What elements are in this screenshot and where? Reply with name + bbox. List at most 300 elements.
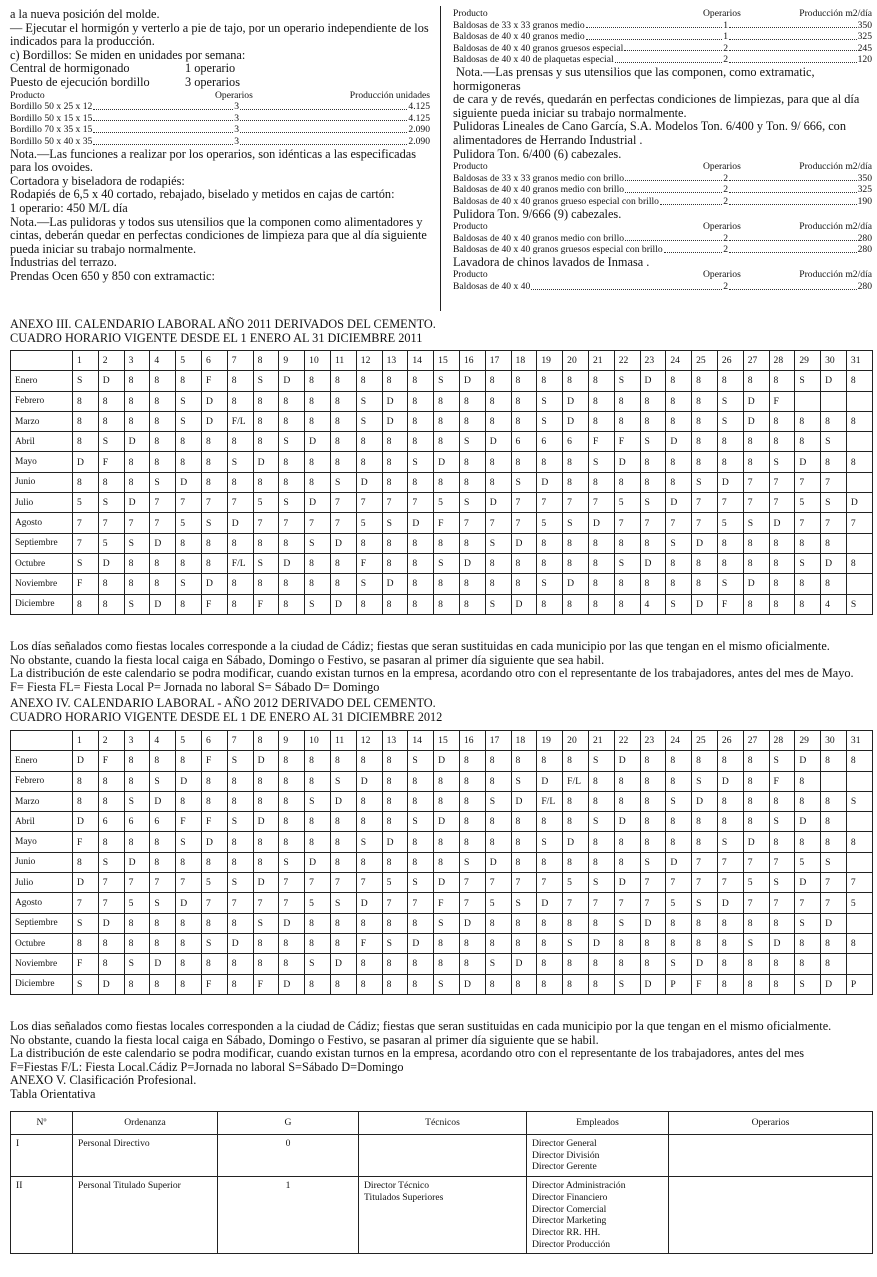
day-cell: 8 (821, 751, 847, 771)
day-cell: 8 (640, 452, 666, 472)
day-cell: D (98, 553, 124, 573)
day-cell: S (537, 391, 563, 411)
day-cell: 8 (614, 391, 640, 411)
day-cell: 7 (382, 493, 408, 513)
day-cell: 8 (253, 791, 279, 811)
day-cell: 8 (356, 452, 382, 472)
col-produccion: Producción unidades (349, 89, 430, 101)
day-cell: F (98, 452, 124, 472)
day-cell: 8 (434, 533, 460, 553)
empleados-item: Director Administración (532, 1180, 626, 1192)
day-cell: 8 (537, 913, 563, 933)
table1-header (453, 8, 872, 20)
day-cell: 8 (408, 852, 434, 872)
produccion-value: 280 (857, 232, 872, 244)
day-cell: 8 (485, 771, 511, 791)
day-cell: 8 (227, 533, 253, 553)
day-header: 1 (73, 351, 99, 371)
day-cell: 8 (692, 832, 718, 852)
product-name: Baldosas de 33 x 33 granos medio con brillo (453, 172, 625, 184)
day-cell: 7 (150, 873, 176, 893)
operarios-value: 2 (723, 184, 728, 196)
day-cell: 8 (279, 791, 305, 811)
day-cell: 8 (356, 594, 382, 614)
day-cell: 8 (124, 974, 150, 994)
month-name: Mayo (11, 832, 73, 852)
day-cell (846, 771, 872, 791)
day-cell: F (253, 974, 279, 994)
day-cell: 5 (795, 852, 821, 872)
day-cell: 8 (330, 432, 356, 452)
product-right (728, 196, 872, 208)
day-cell: 8 (176, 751, 202, 771)
month-row (11, 893, 873, 913)
day-cell: D (305, 432, 331, 452)
day-header: 16 (459, 731, 485, 751)
dot-leader (586, 39, 723, 40)
day-cell: S (769, 751, 795, 771)
day-cell: 8 (588, 771, 614, 791)
day-cell: 8 (227, 574, 253, 594)
day-cell: 8 (73, 391, 99, 411)
col-operarios: Operarios (215, 89, 253, 101)
day-cell: 6 (124, 812, 150, 832)
day-cell: S (253, 913, 279, 933)
operarios-value: 2 (723, 42, 728, 54)
day-cell: 7 (821, 893, 847, 913)
day-cell: 8 (227, 852, 253, 872)
day-cell: D (408, 513, 434, 533)
day-cell: 8 (717, 954, 743, 974)
day-cell: D (98, 913, 124, 933)
day-cell (846, 913, 872, 933)
day-cell: 8 (795, 432, 821, 452)
text-line: cintas, deberán quedar en perfectas condiciones de limpieza para que al día siguiente (10, 228, 427, 243)
dot-leader (729, 62, 857, 63)
day-cell: 8 (640, 472, 666, 492)
dot-leader (93, 132, 233, 133)
day-cell: 7 (485, 513, 511, 533)
day-cell: 8 (743, 913, 769, 933)
day-cell: S (227, 873, 253, 893)
cell-n: I (11, 1135, 73, 1177)
month-row (11, 873, 873, 893)
day-cell: D (743, 832, 769, 852)
day-cell: 8 (846, 751, 872, 771)
month-row (11, 812, 873, 832)
produccion-value: 325 (857, 31, 872, 43)
day-cell: 8 (73, 852, 99, 872)
day-cell: S (485, 533, 511, 553)
day-cell: 7 (692, 873, 718, 893)
day-cell: S (588, 751, 614, 771)
day-header: 22 (614, 731, 640, 751)
day-cell: D (253, 873, 279, 893)
day-cell: 8 (201, 533, 227, 553)
empleados-item: Director Marketing (532, 1215, 607, 1227)
day-cell: 8 (795, 533, 821, 553)
day-cell: 8 (382, 974, 408, 994)
day-header: 20 (563, 731, 589, 751)
day-cell: S (717, 574, 743, 594)
day-cell: 7 (330, 493, 356, 513)
dot-leader (664, 252, 723, 253)
day-cell: S (356, 832, 382, 852)
empleados-item: Director Financiero (532, 1191, 608, 1203)
day-cell: 5 (485, 893, 511, 913)
day-cell: D (821, 913, 847, 933)
day-cell: 8 (459, 954, 485, 974)
day-header: 30 (821, 351, 847, 371)
day-cell: 8 (176, 913, 202, 933)
empleados-item: Director RR. HH. (532, 1226, 601, 1238)
day-cell: 8 (485, 452, 511, 472)
col-operarios: Operarios (703, 8, 741, 19)
day-cell: D (717, 893, 743, 913)
text-line: alimentadores de Herrando Industrial . (453, 132, 643, 147)
col-producto: Producto (10, 89, 45, 101)
day-cell: D (563, 832, 589, 852)
day-cell: 8 (743, 771, 769, 791)
day-cell: 8 (485, 913, 511, 933)
day-cell: 8 (382, 472, 408, 492)
day-cell: 8 (743, 371, 769, 391)
day-cell: 8 (640, 954, 666, 974)
day-cell: 8 (253, 933, 279, 953)
day-cell: 8 (73, 933, 99, 953)
day-cell: 7 (795, 513, 821, 533)
month-name: Enero (11, 371, 73, 391)
day-cell: D (227, 933, 253, 953)
day-cell: S (124, 791, 150, 811)
day-cell: D (563, 574, 589, 594)
day-cell: S (382, 513, 408, 533)
day-cell: 8 (382, 751, 408, 771)
day-cell: D (537, 893, 563, 913)
day-cell: S (305, 791, 331, 811)
day-cell (846, 472, 872, 492)
product-left (10, 136, 239, 148)
col-g: G (218, 1112, 359, 1135)
day-cell: 8 (253, 832, 279, 852)
day-cell: 8 (640, 812, 666, 832)
day-cell: S (537, 411, 563, 431)
day-cell: 5 (124, 893, 150, 913)
day-cell: 8 (176, 452, 202, 472)
day-cell: 7 (124, 513, 150, 533)
month-row (11, 832, 873, 852)
day-cell: 7 (588, 893, 614, 913)
day-cell: D (176, 472, 202, 492)
day-cell: 8 (692, 553, 718, 573)
day-cell: D (795, 452, 821, 472)
day-cell: D (666, 493, 692, 513)
day-cell: 8 (330, 974, 356, 994)
day-cell: 8 (124, 472, 150, 492)
day-cell: 8 (666, 771, 692, 791)
product-right (239, 136, 430, 148)
day-cell: 8 (356, 812, 382, 832)
day-cell: 8 (666, 472, 692, 492)
text-line: Cortadora y biseladora de rodapiés: (10, 173, 185, 188)
text-line: para los ovoides. (10, 160, 93, 175)
day-cell: 7 (253, 893, 279, 913)
day-cell: S (743, 933, 769, 953)
day-cell: D (356, 771, 382, 791)
day-cell: 8 (356, 913, 382, 933)
day-cell: 8 (356, 974, 382, 994)
day-cell: D (511, 954, 537, 974)
day-header: 23 (640, 351, 666, 371)
day-cell: D (73, 812, 99, 832)
day-cell: 8 (253, 954, 279, 974)
day-cell: 7 (511, 493, 537, 513)
day-cell: F (201, 974, 227, 994)
day-cell: S (176, 832, 202, 852)
day-cell: D (563, 391, 589, 411)
day-cell: 8 (434, 432, 460, 452)
day-cell: S (73, 974, 99, 994)
product-row-wrap (10, 113, 430, 125)
produccion-value: 2.090 (408, 135, 430, 147)
table3-header (453, 221, 872, 233)
day-cell: 8 (305, 452, 331, 472)
day-cell: 8 (614, 594, 640, 614)
calendar-2011 (10, 350, 873, 615)
dot-leader (615, 62, 723, 63)
day-cell: D (124, 432, 150, 452)
day-cell: 6 (511, 432, 537, 452)
day-cell: 8 (666, 452, 692, 472)
day-cell: 8 (176, 594, 202, 614)
day-header: 12 (356, 351, 382, 371)
day-header: 10 (305, 351, 331, 371)
day-cell: 7 (563, 493, 589, 513)
day-cell: D (330, 954, 356, 974)
day-cell: 8 (434, 771, 460, 791)
day-cell: 6 (563, 432, 589, 452)
day-cell: 8 (305, 411, 331, 431)
day-cell: D (640, 371, 666, 391)
day-cell: 8 (201, 432, 227, 452)
day-cell: S (434, 913, 460, 933)
day-cell: 8 (176, 974, 202, 994)
day-cell: D (279, 371, 305, 391)
day-cell: S (666, 954, 692, 974)
day-cell: S (717, 411, 743, 431)
day-cell: S (769, 873, 795, 893)
day-cell: S (846, 791, 872, 811)
day-cell: 7 (73, 533, 99, 553)
day-cell: 8 (150, 913, 176, 933)
text-line: Industrias del terrazo. (10, 255, 117, 270)
day-header: 13 (382, 731, 408, 751)
month-row (11, 913, 873, 933)
day-cell: 8 (382, 771, 408, 791)
day-cell: D (614, 751, 640, 771)
text-line: Nota.—Las prensas y sus utensilios que las componen, como extramatic, hormigoneras (453, 64, 815, 93)
day-cell: 8 (717, 791, 743, 811)
day-cell: 5 (382, 873, 408, 893)
day-cell: D (434, 812, 460, 832)
day-cell: 8 (588, 553, 614, 573)
note-line: Los dias señalados como fiestas locales corresponden a la ciudad de Cádiz; fiestas que seran sustituidas en cada municipio por la que tengan en el mismo oficialmente. (10, 1019, 832, 1033)
day-cell: 8 (356, 954, 382, 974)
day-cell: S (795, 371, 821, 391)
dot-leader (660, 204, 722, 205)
day-cell: 8 (666, 553, 692, 573)
day-cell: 8 (511, 751, 537, 771)
day-cell: 8 (382, 913, 408, 933)
day-cell: 8 (279, 832, 305, 852)
day-cell: S (614, 913, 640, 933)
day-cell: D (279, 974, 305, 994)
day-cell: D (227, 513, 253, 533)
day-header: 4 (150, 351, 176, 371)
day-cell: S (588, 873, 614, 893)
day-cell: 8 (743, 594, 769, 614)
dot-leader (586, 27, 723, 28)
operarios-value: 2 (723, 172, 728, 184)
day-cell: 8 (150, 371, 176, 391)
day-cell: 7 (98, 513, 124, 533)
day-header: 18 (511, 351, 537, 371)
text-line: 1 operario: 450 M/L día (10, 200, 128, 215)
day-cell: 8 (588, 852, 614, 872)
day-cell: 8 (795, 933, 821, 953)
col-operarios: Operarios (703, 161, 741, 173)
day-cell: 8 (614, 954, 640, 974)
day-cell: 8 (434, 852, 460, 872)
day-cell: 8 (588, 832, 614, 852)
day-cell: S (537, 832, 563, 852)
day-cell: 8 (356, 432, 382, 452)
cell-empleados (527, 1135, 669, 1177)
empleados-item: Director Producción (532, 1238, 611, 1250)
day-cell: S (563, 933, 589, 953)
text-line: Pulidoras Lineales de Cano García, S.A. Modelos Ton. 6/400 y Ton. 9/ 666, con (453, 119, 846, 134)
day-cell: 5 (176, 513, 202, 533)
day-cell: 8 (227, 974, 253, 994)
day-cell: 8 (124, 933, 150, 953)
day-cell: 5 (743, 873, 769, 893)
product-row-wrap (453, 173, 872, 185)
day-cell: 8 (253, 411, 279, 431)
day-cell: D (98, 371, 124, 391)
classification-table (10, 1111, 873, 1254)
calendar-header-row (11, 731, 873, 751)
month-name: Agosto (11, 513, 73, 533)
day-cell: 4 (640, 594, 666, 614)
produccion-value: 350 (857, 172, 872, 184)
day-cell: 7 (408, 493, 434, 513)
day-header: 28 (769, 351, 795, 371)
day-cell: 8 (408, 771, 434, 791)
day-cell: 8 (279, 771, 305, 791)
dot-leader (93, 109, 233, 110)
day-cell: D (305, 852, 331, 872)
product-right (728, 281, 872, 293)
day-cell: S (511, 771, 537, 791)
product-name: Bordillo 70 x 35 x 15 (10, 124, 93, 136)
day-cell: 8 (588, 533, 614, 553)
day-cell: 8 (253, 574, 279, 594)
day-cell: 8 (227, 791, 253, 811)
day-cell: 8 (640, 533, 666, 553)
day-cell: 7 (511, 873, 537, 893)
day-cell: S (98, 852, 124, 872)
day-cell: 6 (150, 812, 176, 832)
day-cell: D (459, 913, 485, 933)
day-cell: 8 (846, 832, 872, 852)
day-cell: 8 (769, 371, 795, 391)
product-row-wrap (453, 43, 872, 55)
day-cell: D (150, 954, 176, 974)
day-cell: 8 (227, 432, 253, 452)
day-cell: 8 (614, 852, 640, 872)
day-cell: S (279, 432, 305, 452)
day-cell: 7 (150, 513, 176, 533)
day-cell: 8 (485, 812, 511, 832)
product-left (453, 233, 728, 245)
day-cell: D (640, 913, 666, 933)
day-cell: 8 (640, 832, 666, 852)
classification-row (11, 1135, 873, 1177)
day-cell: 8 (150, 852, 176, 872)
day-cell: 8 (511, 411, 537, 431)
product-row-wrap (10, 101, 430, 113)
day-cell: 8 (743, 812, 769, 832)
day-cell: 8 (408, 594, 434, 614)
day-cell: F (717, 594, 743, 614)
day-cell: D (253, 452, 279, 472)
day-cell: 8 (124, 771, 150, 791)
staff-count: 3 operarios (185, 74, 240, 89)
day-cell: S (330, 472, 356, 492)
day-cell: 8 (305, 553, 331, 573)
cell-n: II (11, 1177, 73, 1254)
day-cell: 8 (485, 391, 511, 411)
day-cell: S (408, 812, 434, 832)
day-cell: 8 (305, 751, 331, 771)
day-cell: D (459, 974, 485, 994)
text-line: — Ejecutar el hormigón y verterlo a pie de tajo, por un operario independiente de los (10, 20, 429, 35)
day-cell: 7 (614, 893, 640, 913)
day-cell: 8 (563, 751, 589, 771)
day-cell: 8 (511, 832, 537, 852)
text-line: indicados para la producción. (10, 34, 155, 49)
day-cell: 8 (614, 574, 640, 594)
day-header: 8 (253, 731, 279, 751)
day-cell: D (176, 771, 202, 791)
day-cell: 8 (640, 933, 666, 953)
day-cell: D (73, 452, 99, 472)
month-name: Febrero (11, 771, 73, 791)
product-right (728, 173, 872, 185)
empleados-item: Director Comercial (532, 1203, 607, 1215)
col-producto: Producto (453, 8, 488, 19)
day-cell: D (743, 411, 769, 431)
day-cell: S (150, 893, 176, 913)
day-cell: 8 (563, 371, 589, 391)
day-cell: S (124, 594, 150, 614)
day-cell: 8 (330, 751, 356, 771)
day-cell: 8 (150, 432, 176, 452)
day-cell: 8 (124, 391, 150, 411)
day-cell: F/L (563, 771, 589, 791)
text-line: siguiente pueda iniciar su trabajo normalmente. (453, 105, 687, 120)
produccion-value: 190 (857, 195, 872, 207)
